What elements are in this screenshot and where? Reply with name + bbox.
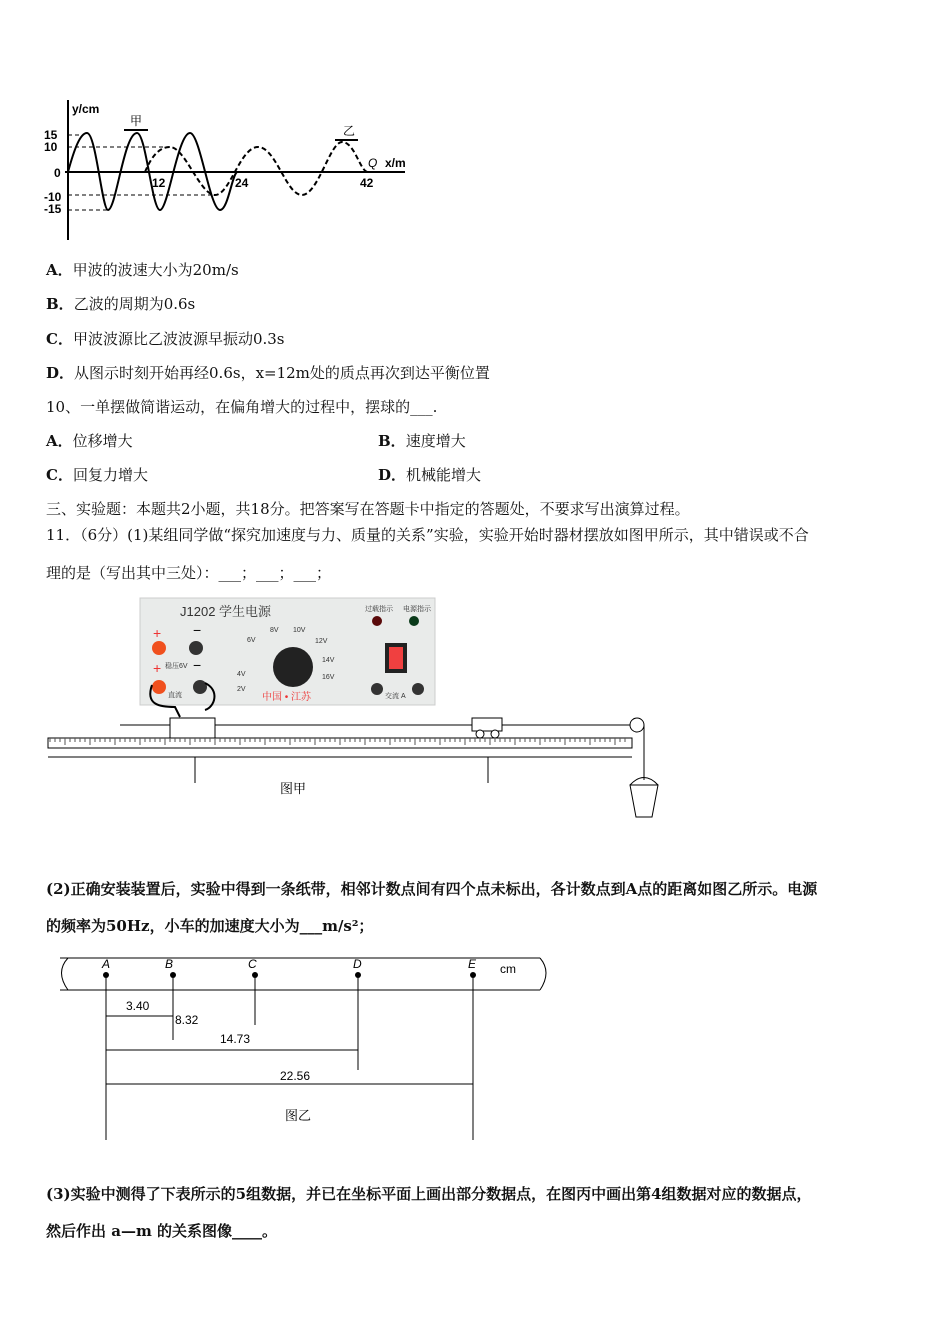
overload-led: [372, 616, 382, 626]
dc-label: 直流: [168, 692, 182, 699]
x-axis-label: x/m: [385, 156, 406, 170]
q10-option-c: [46, 465, 148, 485]
distance-ad: 14.73: [220, 1032, 251, 1046]
terminal-minus[interactable]: [193, 680, 207, 694]
question-11-part3-line2: 然后作出 a—m 的关系图像____。: [46, 1222, 278, 1240]
voltage-label: 2V: [237, 686, 246, 693]
ac-label: 交流 A: [385, 693, 406, 700]
point-label: C: [248, 957, 257, 971]
option-label: C．: [46, 330, 73, 348]
voltage-knob[interactable]: [273, 647, 313, 687]
y-axis-label: y/cm: [72, 102, 100, 116]
x-tick: 12: [152, 176, 166, 190]
figure-a-caption: 图甲: [280, 781, 307, 796]
q10-option-d: [378, 465, 481, 485]
voltage-label: 4V: [237, 671, 246, 678]
voltage-label: 14V: [322, 657, 335, 664]
option-text: 速度增大: [405, 432, 466, 450]
option-d: [46, 363, 490, 383]
minus-sign: −: [193, 657, 202, 673]
timer: [170, 718, 215, 738]
question-11-line2: 理的是（写出其中三处）：___；___；___；: [46, 564, 332, 582]
ac-terminal[interactable]: [371, 683, 383, 695]
x-tick: 42: [360, 176, 374, 190]
option-label: D．: [378, 466, 407, 484]
y-tick: 10: [44, 140, 58, 154]
option-text: 机械能增大: [406, 466, 482, 484]
dc-terminal-minus[interactable]: [189, 641, 203, 655]
option-text: 从图示时刻开始再经0.6s，x=12m处的质点再次到达平衡位置: [74, 364, 490, 382]
option-text: 位移增大: [72, 432, 133, 450]
section-3-heading: 三、实验题：本题共2小题，共18分。把答案写在答题卡中指定的答题处，不要求写出演算过程。: [46, 500, 690, 518]
option-text: 乙波的周期为0.6s: [73, 295, 196, 313]
y-tick: 0: [54, 166, 61, 180]
y-tick: 15: [44, 128, 58, 142]
voltage-label: 6V: [247, 637, 256, 644]
option-label: A．: [46, 261, 73, 279]
regulated-label: 稳压6V: [165, 663, 188, 670]
option-label: C．: [46, 466, 73, 484]
cart: [472, 718, 502, 731]
voltage-label: 16V: [322, 674, 335, 681]
supply-title: J1202 学生电源: [180, 604, 272, 619]
plus-sign: +: [153, 625, 162, 641]
power-switch[interactable]: [389, 647, 403, 669]
wave-b-label: 乙: [343, 124, 356, 138]
bucket: [630, 785, 658, 817]
distance-ab: 3.40: [126, 999, 150, 1013]
dc-terminal-plus[interactable]: [152, 641, 166, 655]
overload-label: 过载指示: [365, 606, 393, 613]
terminal-plus[interactable]: [152, 680, 166, 694]
brand-label: 中国 • 江苏: [262, 692, 312, 703]
point-q-label: Q: [368, 156, 378, 170]
question-11-line1: 11．（6分）(1)某组同学做“探究加速度与力、质量的关系”实验，实验开始时器材摆放如图甲所示，其中错误或不合: [46, 526, 809, 544]
pulley: [630, 718, 644, 732]
option-text: 回复力增大: [72, 466, 148, 484]
question-11-part3-line1: (3)实验中测得了下表所示的5组数据，并已在坐标平面上画出部分数据点，在图丙中画出第4组数据对应的数据点，: [46, 1185, 812, 1203]
voltage-label: 8V: [270, 627, 279, 634]
question-10-stem: 10、一单摆做简谐运动，在偏角增大的过程中，摆球的___.: [46, 398, 438, 416]
distance-ae: 22.56: [280, 1069, 311, 1083]
ac-terminal[interactable]: [412, 683, 424, 695]
option-c: [46, 329, 285, 349]
paper-tape-figure: [40, 950, 560, 1150]
unit-label: cm: [500, 962, 516, 976]
minus-sign: −: [193, 622, 202, 638]
option-a: [46, 260, 239, 280]
apparatus-figure: [40, 595, 680, 825]
q10-option-b: [378, 431, 466, 451]
figure-b-caption: 图乙: [285, 1108, 312, 1123]
plus-sign: +: [153, 660, 162, 676]
option-text: 甲波波源比乙波波源早振动0.3s: [72, 330, 285, 348]
question-11-part2-line1: (2)正确安装装置后，实验中得到一条纸带，相邻计数点间有四个点未标出，各计数点到A点的距离如图乙所示。电源: [46, 880, 818, 898]
wave-a-label: 甲: [130, 114, 143, 128]
point-label: E: [468, 957, 477, 971]
option-label: B．: [46, 295, 74, 313]
distance-ac: 8.32: [175, 1013, 199, 1027]
q10-option-a: [46, 431, 133, 451]
option-b: [46, 294, 195, 314]
power-led: [409, 616, 419, 626]
power-indicator-label: 电源指示: [403, 606, 431, 613]
voltage-label: 12V: [315, 638, 328, 645]
y-tick: -10: [44, 190, 62, 204]
wave-graph: [40, 95, 420, 245]
option-label: A．: [46, 432, 73, 450]
point-label: B: [165, 957, 174, 971]
question-11-part2-line2: 的频率为50Hz，小车的加速度大小为___m/s²；: [46, 917, 374, 935]
option-label: D．: [46, 364, 75, 382]
point-label: A: [102, 957, 111, 971]
option-label: B．: [378, 432, 406, 450]
x-tick: 24: [235, 176, 249, 190]
y-tick: -15: [44, 202, 62, 216]
voltage-label: 10V: [293, 627, 306, 634]
point-label: D: [353, 957, 362, 971]
option-text: 甲波的波速大小为20m/s: [72, 261, 239, 279]
